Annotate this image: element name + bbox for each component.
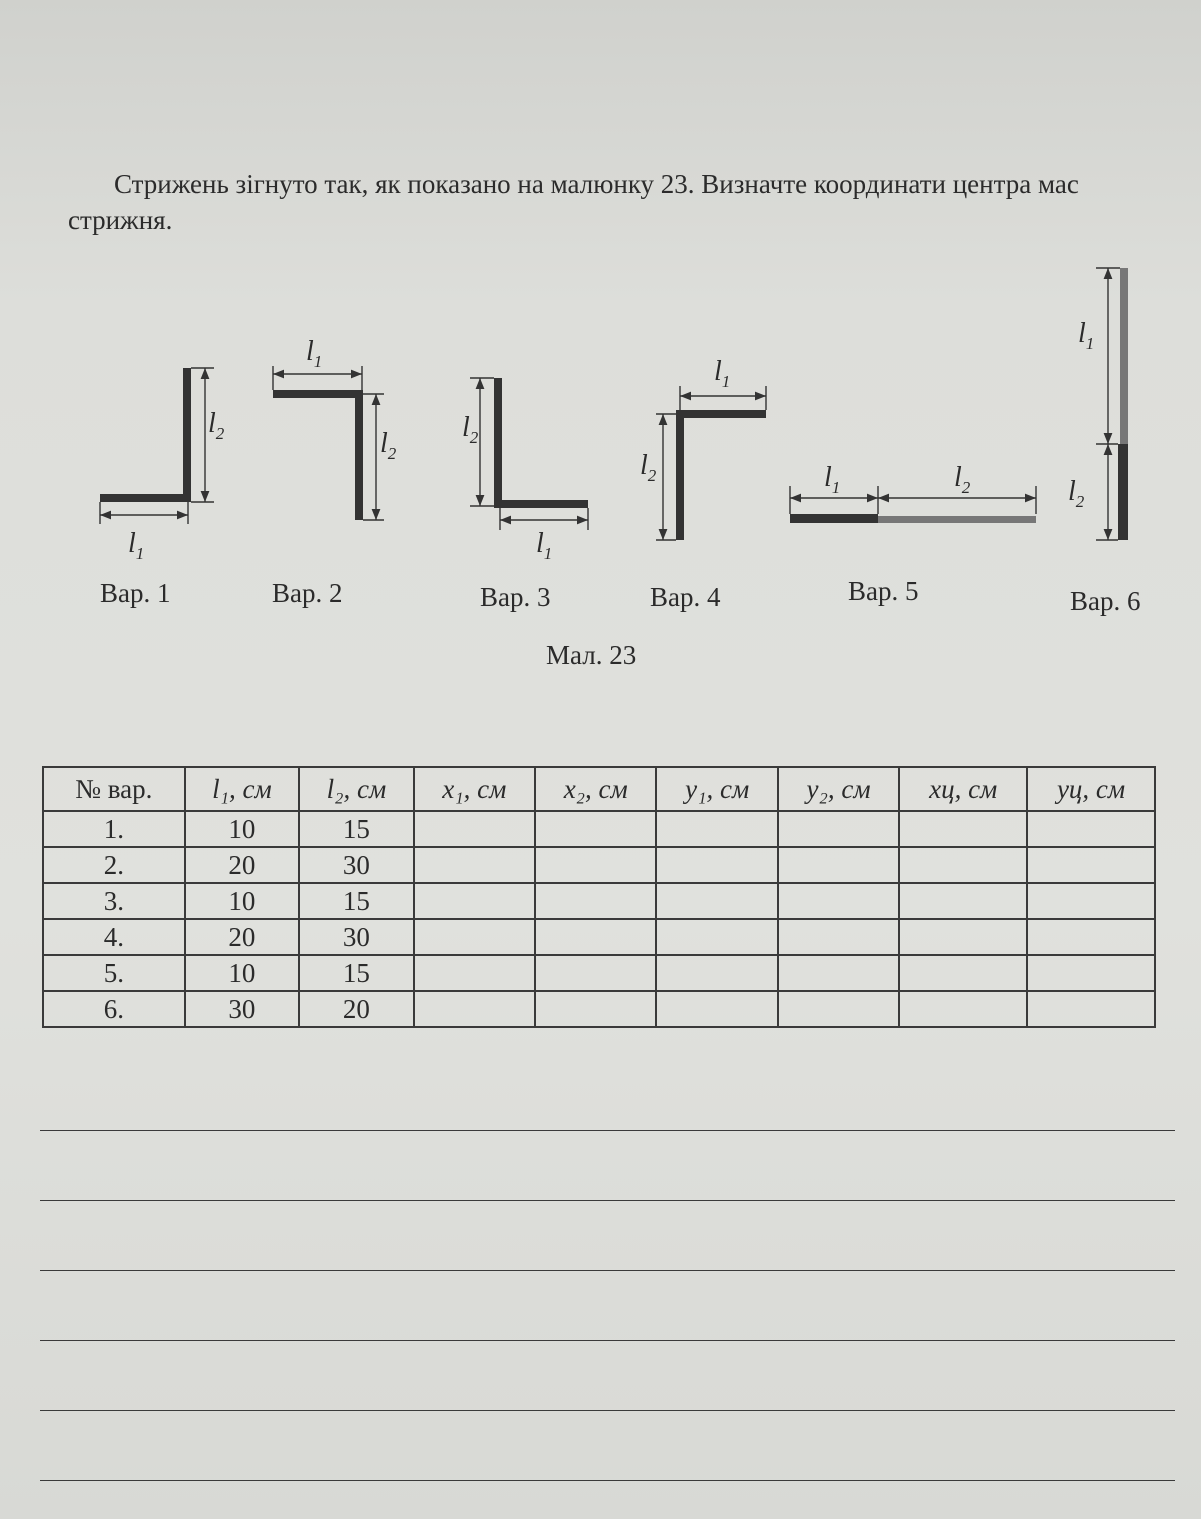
variant-label-2: Вар. 2 [272, 578, 343, 608]
cell-xc[interactable] [899, 883, 1027, 919]
task-text: Стрижень зігнуто так, як показано на малюнку 23. Визначте координати центра мас стрижня. [68, 169, 1079, 235]
cell-y2[interactable] [778, 847, 899, 883]
cell-x1[interactable] [414, 847, 535, 883]
cell-x2[interactable] [535, 991, 656, 1027]
cell-x2[interactable] [535, 847, 656, 883]
dim-label-l1: $l_1$ [714, 356, 731, 391]
cell-xc[interactable] [899, 919, 1027, 955]
table-row [43, 955, 1155, 991]
cell-variant-number: 4. [43, 919, 185, 955]
cell-y1[interactable] [656, 811, 777, 847]
cell-xc[interactable] [899, 811, 1027, 847]
cell-xc[interactable] [899, 991, 1027, 1027]
cell-y1[interactable] [656, 919, 777, 955]
cell-l2: 15 [299, 955, 413, 991]
cell-x1[interactable] [414, 991, 535, 1027]
header-y1: y₁, см [656, 767, 777, 811]
cell-x2[interactable] [535, 811, 656, 847]
answer-line[interactable] [40, 1410, 1175, 1411]
cell-variant-number: 6. [43, 991, 185, 1027]
answer-line[interactable] [40, 1130, 1175, 1131]
rod-variant-6 [1096, 268, 1128, 540]
cell-l2: 30 [299, 847, 413, 883]
table-row [43, 811, 1155, 847]
cell-yc[interactable] [1027, 955, 1155, 991]
cell-x1[interactable] [414, 811, 535, 847]
cell-l1: 10 [185, 883, 299, 919]
cell-yc[interactable] [1027, 991, 1155, 1027]
table-header-row [43, 767, 1155, 811]
table-row [43, 919, 1155, 955]
cell-variant-number: 1. [43, 811, 185, 847]
cell-y2[interactable] [778, 991, 899, 1027]
table-row [43, 883, 1155, 919]
dim-label-l2: $l_2$ [208, 408, 225, 443]
header-x1: x₁, см [414, 767, 535, 811]
cell-variant-number: 2. [43, 847, 185, 883]
cell-l1: 30 [185, 991, 299, 1027]
variant-label-3: Вар. 3 [480, 582, 551, 612]
answer-line[interactable] [40, 1480, 1175, 1481]
cell-y1[interactable] [656, 955, 777, 991]
variant-label-1: Вар. 1 [100, 578, 171, 608]
cell-x1[interactable] [414, 919, 535, 955]
cell-x2[interactable] [535, 955, 656, 991]
variants-table [42, 766, 1156, 1028]
cell-x1[interactable] [414, 955, 535, 991]
answer-line[interactable] [40, 1340, 1175, 1341]
header-x2: x₂, см [535, 767, 656, 811]
dim-label-l2: $l_2$ [462, 412, 479, 447]
variant-label-6: Вар. 6 [1070, 586, 1141, 616]
answer-line[interactable] [40, 1200, 1175, 1201]
dim-label-l2: $l_2$ [954, 462, 971, 497]
cell-x1[interactable] [414, 883, 535, 919]
cell-xc[interactable] [899, 955, 1027, 991]
header-variant-number: № вар. [43, 767, 185, 811]
cell-l2: 15 [299, 811, 413, 847]
cell-y1[interactable] [656, 883, 777, 919]
cell-x2[interactable] [535, 919, 656, 955]
cell-l2: 30 [299, 919, 413, 955]
table-row [43, 991, 1155, 1027]
cell-y1[interactable] [656, 991, 777, 1027]
variant-label-5: Вар. 5 [848, 576, 919, 606]
cell-xc[interactable] [899, 847, 1027, 883]
cell-yc[interactable] [1027, 883, 1155, 919]
cell-variant-number: 5. [43, 955, 185, 991]
cell-y2[interactable] [778, 883, 899, 919]
rod-variant-1 [100, 368, 214, 524]
cell-l1: 20 [185, 847, 299, 883]
header-xc: xц, см [899, 767, 1027, 811]
cell-yc[interactable] [1027, 847, 1155, 883]
rod-variant-4 [656, 386, 766, 540]
cell-yc[interactable] [1027, 811, 1155, 847]
cell-y2[interactable] [778, 955, 899, 991]
header-l1: l₁, см [185, 767, 299, 811]
dim-label-l1: $l_1$ [1078, 318, 1095, 353]
rod-variant-2 [273, 366, 384, 520]
figure-23 [0, 0, 1201, 640]
answer-line[interactable] [40, 1270, 1175, 1271]
dim-label-l2: $l_2$ [640, 450, 657, 485]
header-y2: y₂, см [778, 767, 899, 811]
dim-label-l1: $l_1$ [536, 528, 553, 563]
cell-yc[interactable] [1027, 919, 1155, 955]
cell-l1: 10 [185, 811, 299, 847]
dim-label-l2: $l_2$ [1068, 476, 1085, 511]
dim-label-l1: $l_1$ [824, 462, 841, 497]
header-l2: l₂, см [299, 767, 413, 811]
dim-label-l1: $l_1$ [128, 528, 145, 563]
cell-y1[interactable] [656, 847, 777, 883]
variant-label-4: Вар. 4 [650, 582, 721, 612]
dim-label-l2: $l_2$ [380, 428, 397, 463]
cell-l1: 10 [185, 955, 299, 991]
cell-l2: 20 [299, 991, 413, 1027]
header-yc: yц, см [1027, 767, 1155, 811]
figure-caption: Мал. 23 [546, 640, 637, 670]
dim-label-l1: $l_1$ [306, 336, 323, 371]
cell-variant-number: 3. [43, 883, 185, 919]
rod-variant-3 [470, 378, 588, 530]
cell-y2[interactable] [778, 919, 899, 955]
cell-l2: 15 [299, 883, 413, 919]
cell-l1: 20 [185, 919, 299, 955]
table-row [43, 847, 1155, 883]
cell-y2[interactable] [778, 811, 899, 847]
cell-x2[interactable] [535, 883, 656, 919]
